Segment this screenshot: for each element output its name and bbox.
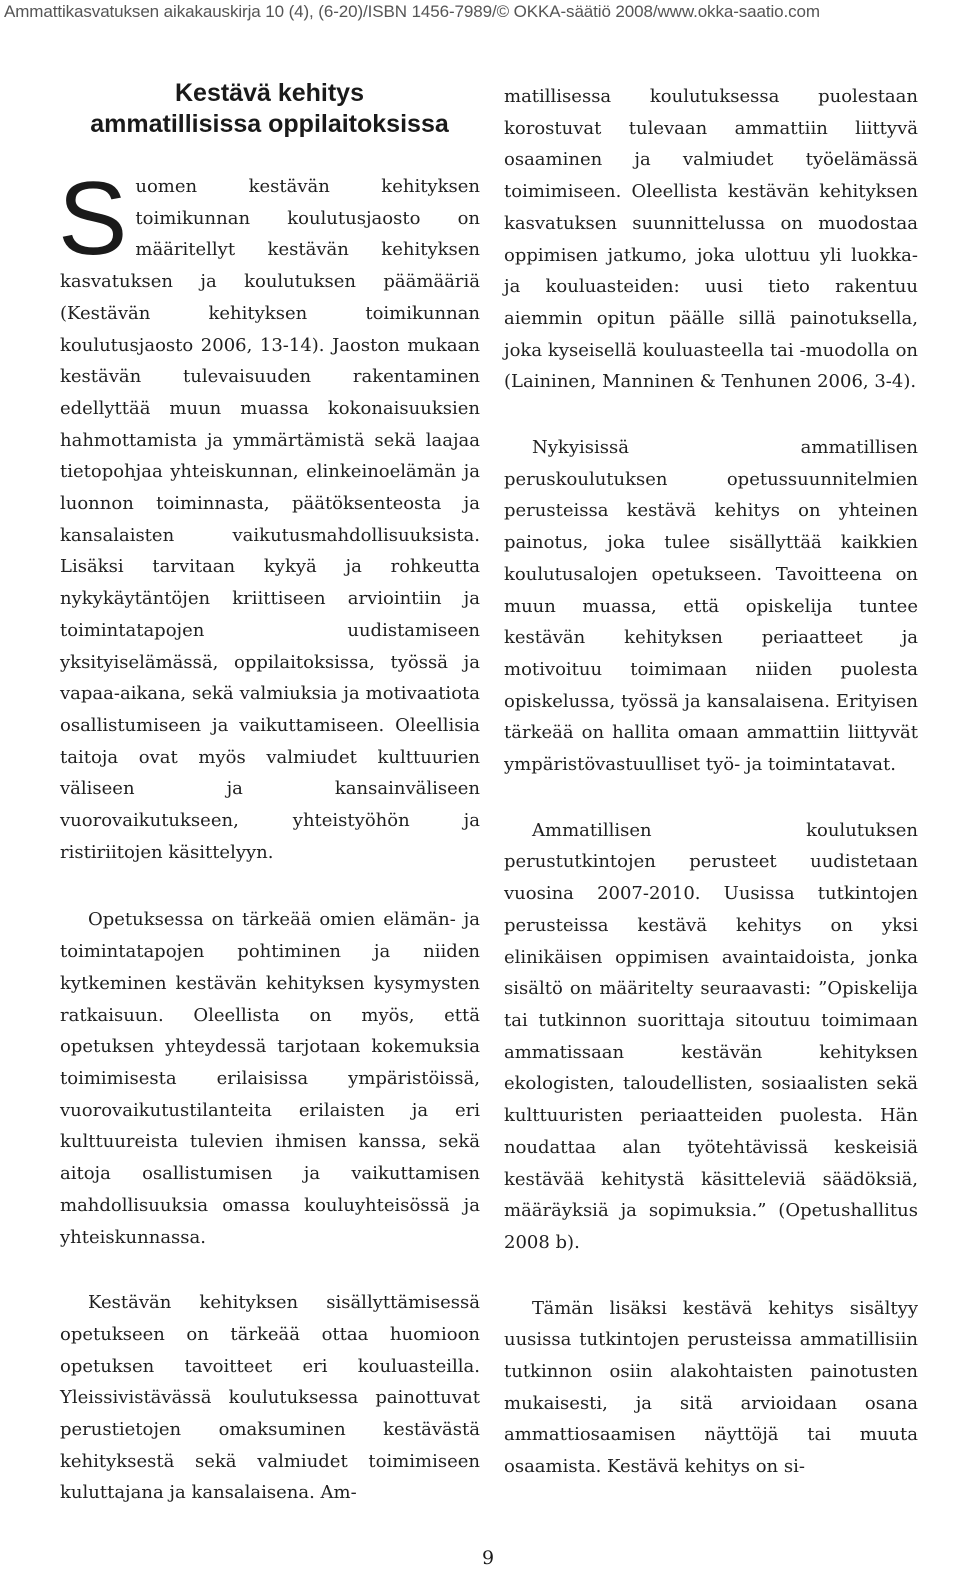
paragraph-2: Opetuksessa on tärkeää omien elämän- ja toimintatapojen pohtiminen ja niiden kytkeminen kestävän kehityksen kysymysten ratkaisuun. Oleellista on myös, että opetuksen yhteydessä tarjotaan kokemuksia toimimisesta erilaisissa ympäristöissä, vuorovaikutustilanteita erilaisten ja eri kulttuureista tulevien ihmisen kanssa, sekä aitoja osallistumisen ja vaikuttamisen mahdollisuuksia omassa kouluyhteisössä ja yhteiskunnassa. [60,909,480,1248]
paragraph-3: Kestävän kehityksen sisällyttämisessä opetukseen on tärkeää ottaa huomioon opetuksen tavoitteet eri kouluasteilla. Yleissivistävässä koulutuksessa painottuvat perustietojen omaksuminen kestävästä kehityksestä sekä valmiudet toimimiseen kuluttajana ja kansalaisena. Am- [60,1292,480,1504]
right-column [504,81,918,1483]
page-number: 9 [482,1547,495,1569]
title-line-2: ammatillisissa oppilaitoksissa [90,110,449,138]
drop-cap: S [58,161,128,277]
paragraph-6: Ammatillisen koulutuksen perustutkintojen perusteet uudistetaan vuosina 2007-2010. Uusissa tutkintojen perusteissa kestävä kehitys on yksi elinikäisen oppimisen avaintaidoista, jonka sisältö on määritelty seuraavasti: ”Opiskelija tai tutkinnon suorittaja sitoutuu toimimaan ammatissaan kestävän kehityksen ekologisten, taloudellisten, sosiaalisten sekä kulttuuristen periaatteiden puolesta. Hän noudattaa alan työtehtävissä keskeisiä kestävää kehitystä käsitteleviä säädöksiä, määräyksiä ja sopimuksia.” (Opetushallitus 2008 b). [504,819,918,1253]
title-line-1: Kestävä kehitys [174,79,364,107]
article-title [62,78,477,140]
running-header: Ammattikasvatuksen aikakauskirja 10 (4), (6-20)/ISBN 1456-7989/© OKKA-säätiö 2008/www.okka-saatio.com [4,2,820,21]
paragraph-5: Nykyisissä ammatillisen peruskoulutuksen opetussuunnitelmien perusteissa kestävä kehitys on yhteinen painotus, joka tulee sisällyttää kaikkien koulutusalojen opetukseen. Tavoitteena on muun muassa, että opiskelija tuntee kestävän kehityksen periaatteet ja motivoituu toimimaan niiden puolesta opiskelussa, työssä ja kansalaisena. Erityisen tärkeää on hallita omaan ammattiin liittyvät ympäristövastuulliset työ- ja toimintatavat. [504,437,918,776]
paragraph-1-text: uomen kestävän kehityksen toimikunnan koulutusjaosto on määritellyt kestävän kehityksen kasvatuksen ja koulutuksen päämääriä (Kestävän kehityksen toimikunnan koulutusjaosto 2006, 13-14). Jaoston mukaan kestävän tulevaisuuden rakentaminen edellyttää muun muassa kokonaisuuksien hahmottamista ja ymmärtämistä sekä laajaa tietopohjaa yhteiskunnan, elinkeinoelämän ja luonnon toiminnasta, päätöksenteosta ja kansalaisten vaikutusmahdollisuuksista. Lisäksi tarvitaan kykyä ja rohkeutta nykykäytäntöjen kriittiseen arviointiin ja toimintatapojen uudistamiseen yksityiselämässä, oppilaitoksissa, työssä ja vapaa-aikana, sekä valmiuksia ja motivaatiota osallistumiseen ja vaikuttamiseen. Oleellisia taitoja ovat myös valmiudet kulttuurien väliseen ja kansainväliseen vuorovaikutukseen, yhteistyöhön ja ristiriitojen käsittelyyn. [60,176,480,863]
paragraph-1 [58,161,480,868]
left-column [58,161,480,1509]
paragraph-7: Tämän lisäksi kestävä kehitys sisältyy uusissa tutkintojen perusteissa ammatillisiin tutkinnon osiin alakohtaisten painotusten mukaisesti, ja sitä arvioidaan osana ammattiosaamisen näyttöjä tai muuta osaamista. Kestävä kehitys on si- [504,1297,918,1478]
paragraph-4: matillisessa koulutuksessa puolestaan korostuvat tulevaan ammattiin liittyvä osaaminen ja valmiudet työelämässä toimimiseen. Oleellista kestävän kehityksen kasvatuksen suunnittelussa on muodostaa oppimisen jatkumo, joka ulottuu yli luokka- ja kouluasteiden: uusi tieto rakentuu aiemmin opitun päälle sillä painotuksella, joka kyseisellä kouluasteella tai -muodolla on (Laininen, Manninen & Tenhunen 2006, 3-4). [504,86,918,393]
